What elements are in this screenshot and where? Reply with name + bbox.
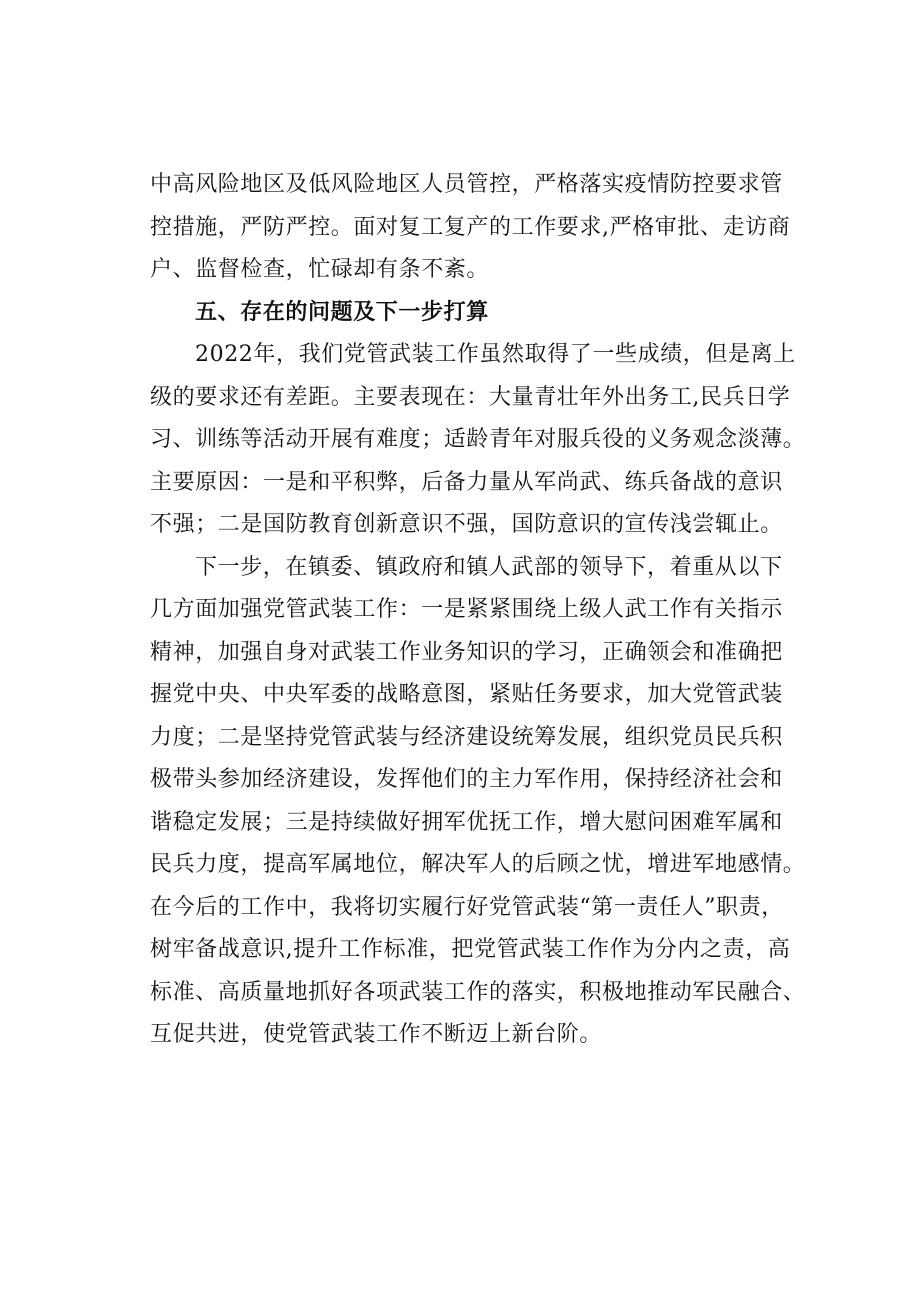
text-line: 标准、高质量地抓好各项武装工作的落实，积极地推动军民融合、 — [150, 979, 806, 1005]
text-line: 握党中央、中央军委的战略意图，紧贴任务要求，加大党管武装 — [150, 682, 783, 707]
paragraph-1 — [150, 164, 820, 292]
text-line: 控措施，严防严控。面对复工复产的工作要求,严格审批、走访商 — [150, 214, 791, 240]
text-line: 2022年，我们党管武装工作虽然取得了一些成绩，但是离上 — [195, 342, 796, 367]
text-line: 下一步，在镇委、镇政府和镇人武部的领导下，着重从以下 — [195, 554, 783, 580]
text-line: 户、监督检查，忙碌却有条不紊。 — [150, 257, 490, 282]
text-line: 级的要求还有差距。主要表现在：大量青壮年外出务工,民兵日学 — [150, 384, 791, 410]
text-line: 几方面加强党管武装工作：一是紧紧围绕上级人武工作有关指示 — [150, 597, 783, 622]
text-line: 主要原因：一是和平积弊，后备力量从军尚武、练兵备战的意识 — [150, 469, 783, 495]
text-line: 互促共进，使党管武装工作不断迈上新台阶。 — [150, 1022, 603, 1047]
paragraph-3 — [150, 547, 820, 1057]
text-line: 树牢备战意识,提升工作标准，把党管武装工作作为分内之责，高 — [150, 937, 791, 962]
text-line: 中高风险地区及低风险地区人员管控，严格落实疫情防控要求管 — [150, 172, 783, 197]
document-body — [150, 164, 820, 1057]
section-heading: 五、存在的问题及下一步打算 — [195, 299, 489, 325]
text-line: 民兵力度，提高军属地位，解决军人的后顾之忧，增进军地感情。 — [150, 852, 806, 877]
text-line: 力度；二是坚持党管武装与经济建设统筹发展，组织党员民兵积 — [150, 724, 783, 750]
paragraph-2 — [150, 334, 820, 547]
text-line: 在今后的工作中，我将切实履行好党管武装“第一责任人”职责， — [150, 894, 784, 920]
text-line: 习、训练等活动开展有难度；适龄青年对服兵役的义务观念淡薄。 — [150, 427, 806, 452]
text-line: 精神，加强自身对武装工作业务知识的学习，正确领会和准确把 — [150, 639, 783, 665]
text-line: 极带头参加经济建设，发挥他们的主力军作用，保持经济社会和 — [150, 767, 783, 792]
text-line: 谐稳定发展；三是持续做好拥军优抚工作，增大慰问困难军属和 — [150, 809, 783, 835]
text-line: 不强；二是国防教育创新意识不强，国防意识的宣传浅尝辄止。 — [150, 512, 783, 537]
